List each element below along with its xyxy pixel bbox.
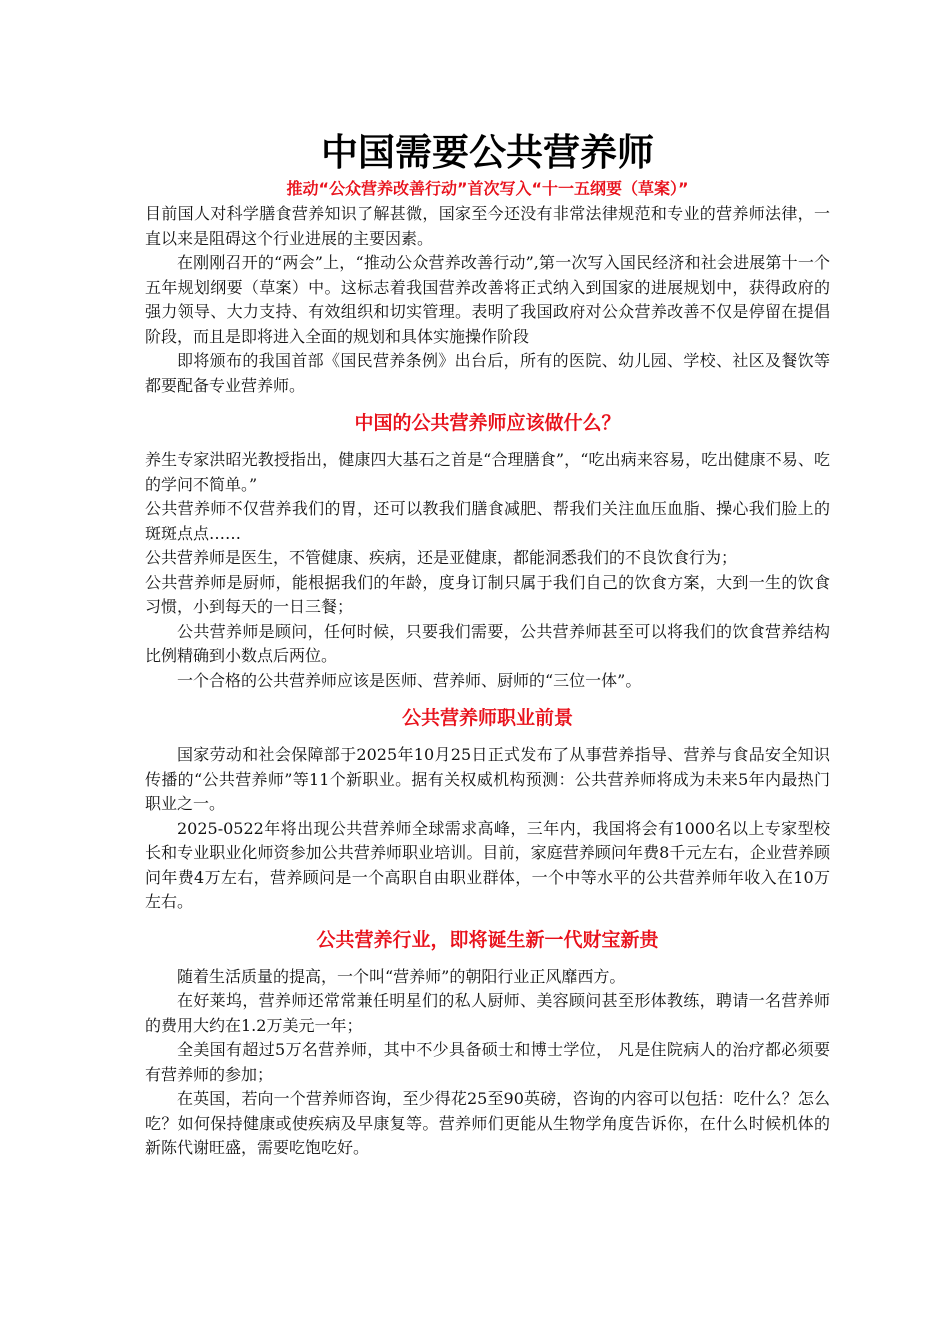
section-paragraph: 公共营养师不仅营养我们的胃，还可以教我们膳食减肥、帮我们关注血压血脂、操心我们脸上的斑斑点点…… [145,499,830,543]
section-paragraph: 公共营养师是医生，不管健康、疾病，还是亚健康，都能洞悉我们的不良饮食行为； [145,548,738,567]
section-paragraph: 公共营养师是顾问，任何时候，只要我们需要，公共营养师甚至可以将我们的饮食营养结构比例精确到小数点后两位。 [145,621,830,665]
section-heading-prospects: 公共营养师职业前景 [401,707,573,729]
document-subtitle: 推动“公众营养改善行动”首次写入“十一五纲要（草案）” [286,179,689,198]
section-paragraph: 一个合格的公共营养师应该是医师、营养师、厨师的“三位一体”。 [177,670,642,690]
section-paragraph: 养生专家洪昭光教授指出，健康四大基石之首是“合理膳食”，“吃出病来容易，吃出健康不易、吃的学问不简单。” [145,450,830,494]
intro-paragraph: 即将颁布的我国首部《国民营养条例》出台后，所有的医院、幼儿园、学校、社区及餐饮等都要配备专业营养师。 [145,351,830,395]
section-paragraph: 全美国有超过5万名营养师，其中不少具备硕士和博士学位， 凡是住院病人的治疗都必须要有营养师的参加； [145,1040,830,1084]
document-page [145,128,830,1161]
intro-paragraph: 在刚刚召开的“两会”上，“推动公众营养改善行动”,第一次写入国民经济和社会进展第十一个五年规划纲要（草案）中。这标志着我国营养改善将正式纳入到国家的进展规划中，获得政府的强力领导、大力支持、有效组织和切实管理。表明了我国政府对公众营养改善不仅是停留在提倡阶段，而且是即将进入全面的规划和具体实施操作阶段 [145,253,830,346]
section-paragraph: 公共营养师是厨师，能根据我们的年龄，度身订制只属于我们自己的饮食方案，大到一生的饮食习惯，小到每天的一日三餐； [145,572,830,616]
section-heading-industry: 公共营养行业，即将诞生新一代财宝新贵 [316,928,659,951]
section-paragraph: 国家劳动和社会保障部于2025年10月25日正式发布了从事营养指导、营养与食品安全知识传播的“公共营养师”等11个新职业。据有关权威机构预测：公共营养师将成为未来5年内最热门职业之一。 [145,745,830,813]
section-paragraph: 在好莱坞，营养师还常常兼任明星们的私人厨师、美容顾问甚至形体教练，聘请一名营养师的费用大约在1.2万美元一年； [145,991,830,1035]
section-paragraph: 2025-0522年将出现公共营养师全球需求高峰，三年内，我国将会有1000名以上专家型校长和专业职业化师资参加公共营养师职业培训。目前，家庭营养顾问年费8千元左右，企业营养顾问年费4万左右，营养顾问是一个高职自由职业群体，一个中等水平的公共营养师年收入在10万左右。 [145,818,830,911]
section-heading-duties: 中国的公共营养师应该做什么？ [354,412,621,434]
intro-paragraph: 目前国人对科学膳食营养知识了解甚微，国家至今还没有非常法律规范和专业的营养师法律，一直以来是阻碍这个行业进展的主要因素。 [145,204,830,248]
document-title: 中国需要公共营养师 [321,131,654,174]
section-paragraph: 在英国，若向一个营养师咨询，至少得花25至90英磅，咨询的内容可以包括：吃什么？怎么吃？如何保持健康或使疾病及早康复等。营养师们更能从生物学角度告诉你，在什么时候机体的新陈代谢旺盛，需要吃饱吃好。 [145,1089,830,1157]
section-paragraph: 随着生活质量的提高，一个叫“营养师”的朝阳行业正风靡西方。 [177,966,626,986]
